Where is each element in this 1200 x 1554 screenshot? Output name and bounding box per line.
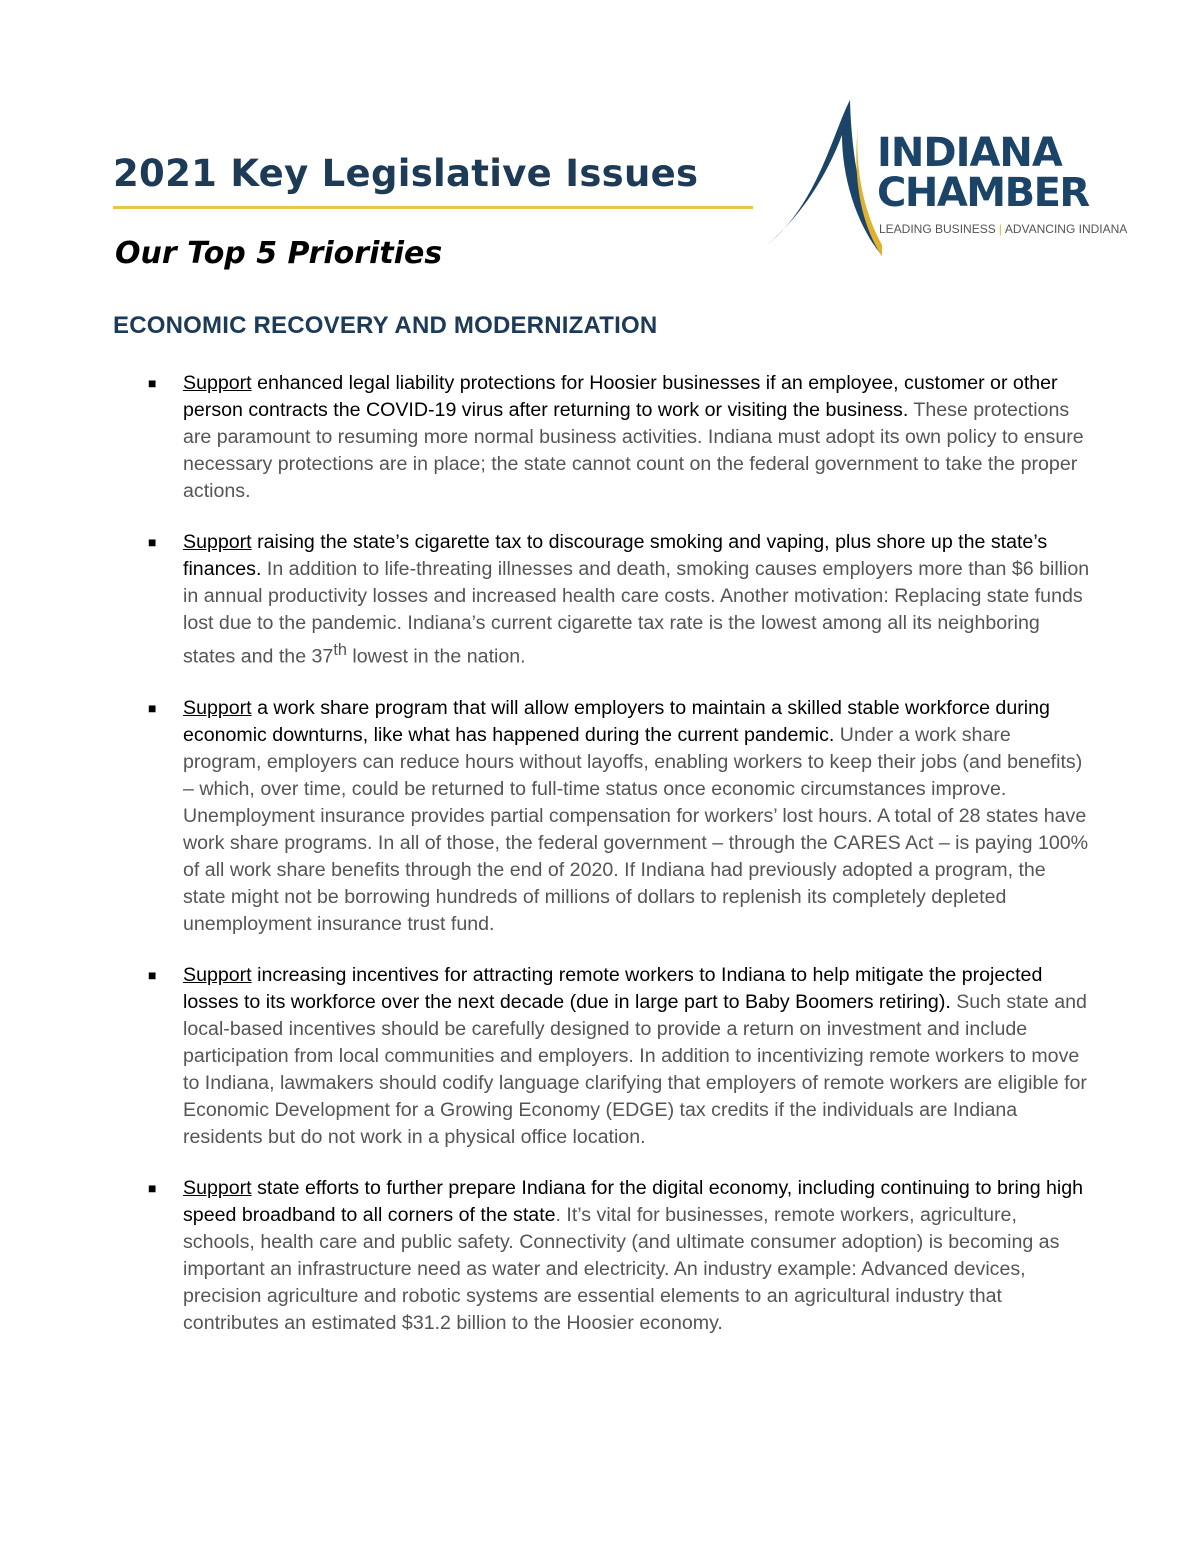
item-lead: enhanced legal liability protections for Hoosier businesses if an employee, customer or other person contracts the COVID-19 virus after returning to work or visiting the business.: [183, 372, 1058, 421]
list-item: [148, 370, 1093, 505]
item-lead: state efforts to further prepare Indiana for the digital economy, including continuing to bring high speed broadband to all corners of the state: [183, 1176, 1084, 1226]
item-body: Such state and local-based incentives should be carefully designed to provide a return on investment and include participation from local communities and employers. In addition to incentivizing remote workers to move to Indiana, lawmakers should codify language clarifying that employers of remote workers are eligible for Economic Development for a Growing Economy (EDGE) tax credits if the individuals are Indiana residents but do not work in a physical office location.: [183, 990, 1087, 1148]
page-subtitle: Our Top 5 Priorities: [115, 236, 443, 271]
logo-line1: INDIANA: [877, 130, 1062, 176]
item-body: In addition to life-threating illnesses and death, smoking causes employers more than $6 billion in annual productivity losses and increased health care costs. Another motivation: Replacing state funds lost due to the pandemic. Indiana’s current cigarette tax rate is the lowest among all its neighboring states and the 37: [183, 558, 1090, 668]
list-item: [148, 529, 1093, 671]
support-label: Support: [183, 696, 252, 719]
tagline-left: LEADING BUSINESS: [879, 222, 996, 236]
title-underline: [113, 206, 753, 209]
support-label: Support: [183, 372, 252, 394]
item-lead: increasing incentives for attracting remote workers to Indiana to help mitigate the projected losses to its workforce over the next decade (due in large part to Baby Boomers retiring).: [183, 963, 1043, 1013]
logo-line2: CHAMBER: [877, 170, 1089, 216]
item-body-end: lowest in the nation.: [346, 645, 526, 668]
list-item: [148, 962, 1093, 1151]
support-label: Support: [183, 963, 252, 986]
list-item: [148, 695, 1093, 938]
bullet-icon: ■: [148, 699, 157, 716]
item-lead: a work share program that will allow employers to maintain a skilled stable workforce during economic downturns, like what has happened during the current pandemic.: [183, 696, 1050, 746]
item-body: . It’s vital for businesses, remote workers, agriculture, schools, health care and public safety. Connectivity (and ultimate consumer adoption) is becoming as important an infrastructure need as water and electricity. An industry example: Advanced devices, precision agriculture and robotic systems are essential elements to an agricultural industry that contributes an estimated $31.2 billion to the Hoosier economy.: [183, 1203, 1060, 1334]
bullet-icon: ■: [148, 1179, 157, 1196]
priority-list: [148, 370, 1093, 1361]
indiana-chamber-logo: [762, 95, 1137, 280]
item-body: Under a work share program, employers can reduce hours without layoffs, enabling workers to keep their jobs (and benefits) – which, over time, could be returned to full-time status once economic circumstances improve. Unemployment insurance provides partial compensation for workers’ lost hours. A total of 28 states have work share programs. In all of those, the federal government – through the CARES Act – is paying 100% of all work share benefits through the end of 2020. If Indiana had previously adopted a program, the state might not be borrowing hundreds of millions of dollars to replenish its completely depleted unemployment insurance trust fund.: [183, 723, 1089, 935]
logo-arch-icon: [762, 95, 882, 280]
section-heading: ECONOMIC RECOVERY AND MODERNIZATION: [113, 312, 658, 339]
bullet-icon: ■: [148, 534, 157, 550]
item-body: These protections are paramount to resuming more normal business activities. Indiana must adopt its own policy to ensure necessary protections are in place; the state cannot count on the federal government to take the proper actions.: [183, 399, 1084, 502]
bullet-icon: ■: [148, 375, 157, 391]
page-title: 2021 Key Legislative Issues: [113, 152, 699, 195]
list-item: [148, 1175, 1093, 1337]
bullet-icon: ■: [148, 966, 157, 983]
support-label: Support: [183, 531, 252, 553]
support-label: Support: [183, 1176, 252, 1199]
ordinal-suffix: th: [333, 641, 347, 659]
logo-tagline: LEADING BUSINESS | ADVANCING INDIANA: [879, 222, 1128, 236]
item-lead: raising the state’s cigarette tax to discourage smoking and vaping, plus shore up the state’s finances.: [183, 531, 1048, 580]
tagline-right: ADVANCING INDIANA: [1004, 222, 1128, 236]
